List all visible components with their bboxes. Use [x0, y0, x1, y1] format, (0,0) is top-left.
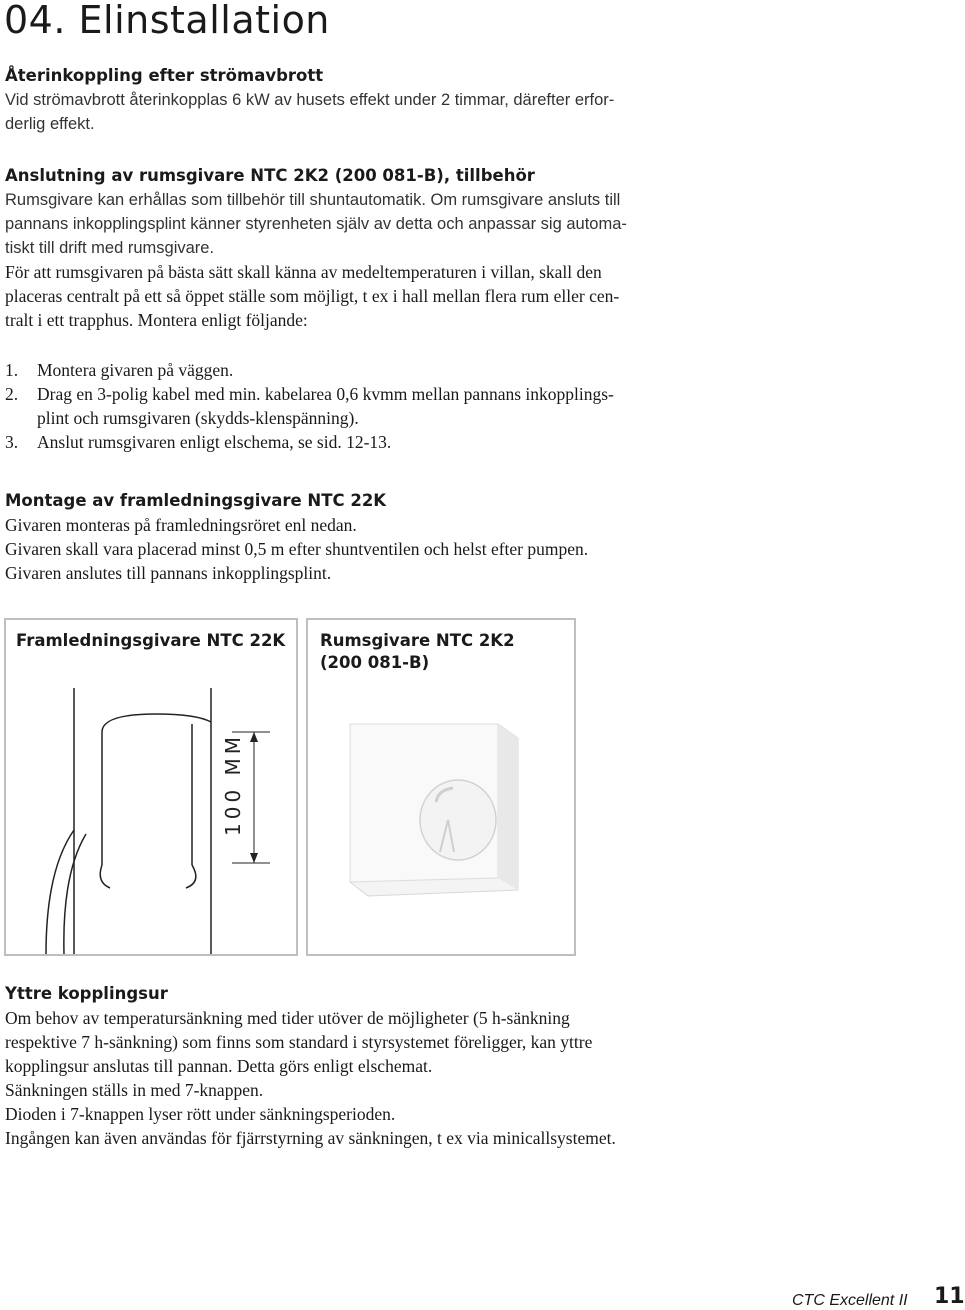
clock-line: Ingången kan även användas för fjärrstyrning av sänkningen, t ex via minicallsystemet. [5, 1128, 616, 1148]
clock-line: Sänkningen ställs in med 7-knappen. [5, 1080, 264, 1100]
room-sensor-illustration [308, 620, 574, 954]
section-clock [5, 982, 725, 1150]
clock-line: respektive 7 h-sänkning) som finns som standard i styrsystemet föreligger, kan yttre [5, 1032, 593, 1052]
figure-flow-sensor-label: Framledningsgivare NTC 22K [16, 631, 286, 650]
clock-line: Dioden i 7-knappen lyser rött under sänkningsperioden. [5, 1104, 396, 1124]
list-item: 2. Drag en 3-polig kabel med min. kabelarea 0,6 kvmm mellan pannans inkopplings- plint och rumsgivaren (skydds-klenspänning). [5, 384, 614, 428]
page-title: 04. Elinstallation [4, 0, 330, 42]
list-item: 3. Anslut rumsgivaren enligt elschema, se sid. 12-13. [5, 432, 392, 452]
room-sensor-line: pannans inkopplingsplint känner styrenheten själv av detta och anpassar sig automa- [5, 215, 627, 233]
reconnect-line: derlig effekt. [5, 115, 95, 133]
steps-list [5, 358, 705, 454]
section-room-sensor [5, 164, 705, 454]
figure-room-sensor [306, 618, 576, 956]
section-flow-sensor [5, 489, 705, 585]
footer-brand: CTC Excellent II [792, 1292, 908, 1309]
pipe-illustration [6, 620, 296, 954]
dimension-label: 100 MM [221, 732, 245, 836]
reconnect-line: Vid strömavbrott återinkopplas 6 kW av husets effekt under 2 timmar, därefter erfor- [5, 91, 615, 109]
room-sensor-line: tralt i ett trapphus. Montera enligt följande: [5, 310, 308, 330]
room-sensor-line: För att rumsgivaren på bästa sätt skall känna av medeltemperaturen i villan, skall den [5, 262, 602, 282]
figure-room-sensor-label: Rumsgivare NTC 2K2 (200 081-B) [320, 631, 515, 672]
heading-room-sensor: Anslutning av rumsgivare NTC 2K2 (200 081-B), tillbehör [5, 166, 535, 185]
room-sensor-line: Rumsgivare kan erhållas som tillbehör till shuntautomatik. Om rumsgivare ansluts till [5, 191, 621, 209]
room-sensor-line: placeras centralt på ett så öppet ställe som möjligt, t ex i hall mellan flera rum eller cen- [5, 286, 620, 306]
heading-reconnect: Återinkoppling efter strömavbrott [5, 66, 324, 85]
heading-flow-sensor: Montage av framledningsgivare NTC 22K [5, 491, 387, 510]
flow-sensor-line: Givaren monteras på framledningsröret enl nedan. [5, 515, 357, 535]
list-item: 1. Montera givaren på väggen. [5, 360, 234, 380]
flow-sensor-line: Givaren anslutes till pannans inkopplingsplint. [5, 563, 332, 583]
heading-clock: Yttre kopplingsur [5, 984, 168, 1003]
figure-flow-sensor [4, 618, 298, 956]
clock-line: kopplingsur anslutas till pannan. Detta görs enligt elschemat. [5, 1056, 433, 1076]
section-reconnect [5, 64, 705, 136]
page-number: 11 [934, 1284, 965, 1309]
room-sensor-line: tiskt till drift med rumsgivare. [5, 239, 215, 257]
clock-line: Om behov av temperatursänkning med tider utöver de möjligheter (5 h-sänkning [5, 1008, 570, 1028]
flow-sensor-line: Givaren skall vara placerad minst 0,5 m efter shuntventilen och helst efter pumpen. [5, 539, 589, 559]
